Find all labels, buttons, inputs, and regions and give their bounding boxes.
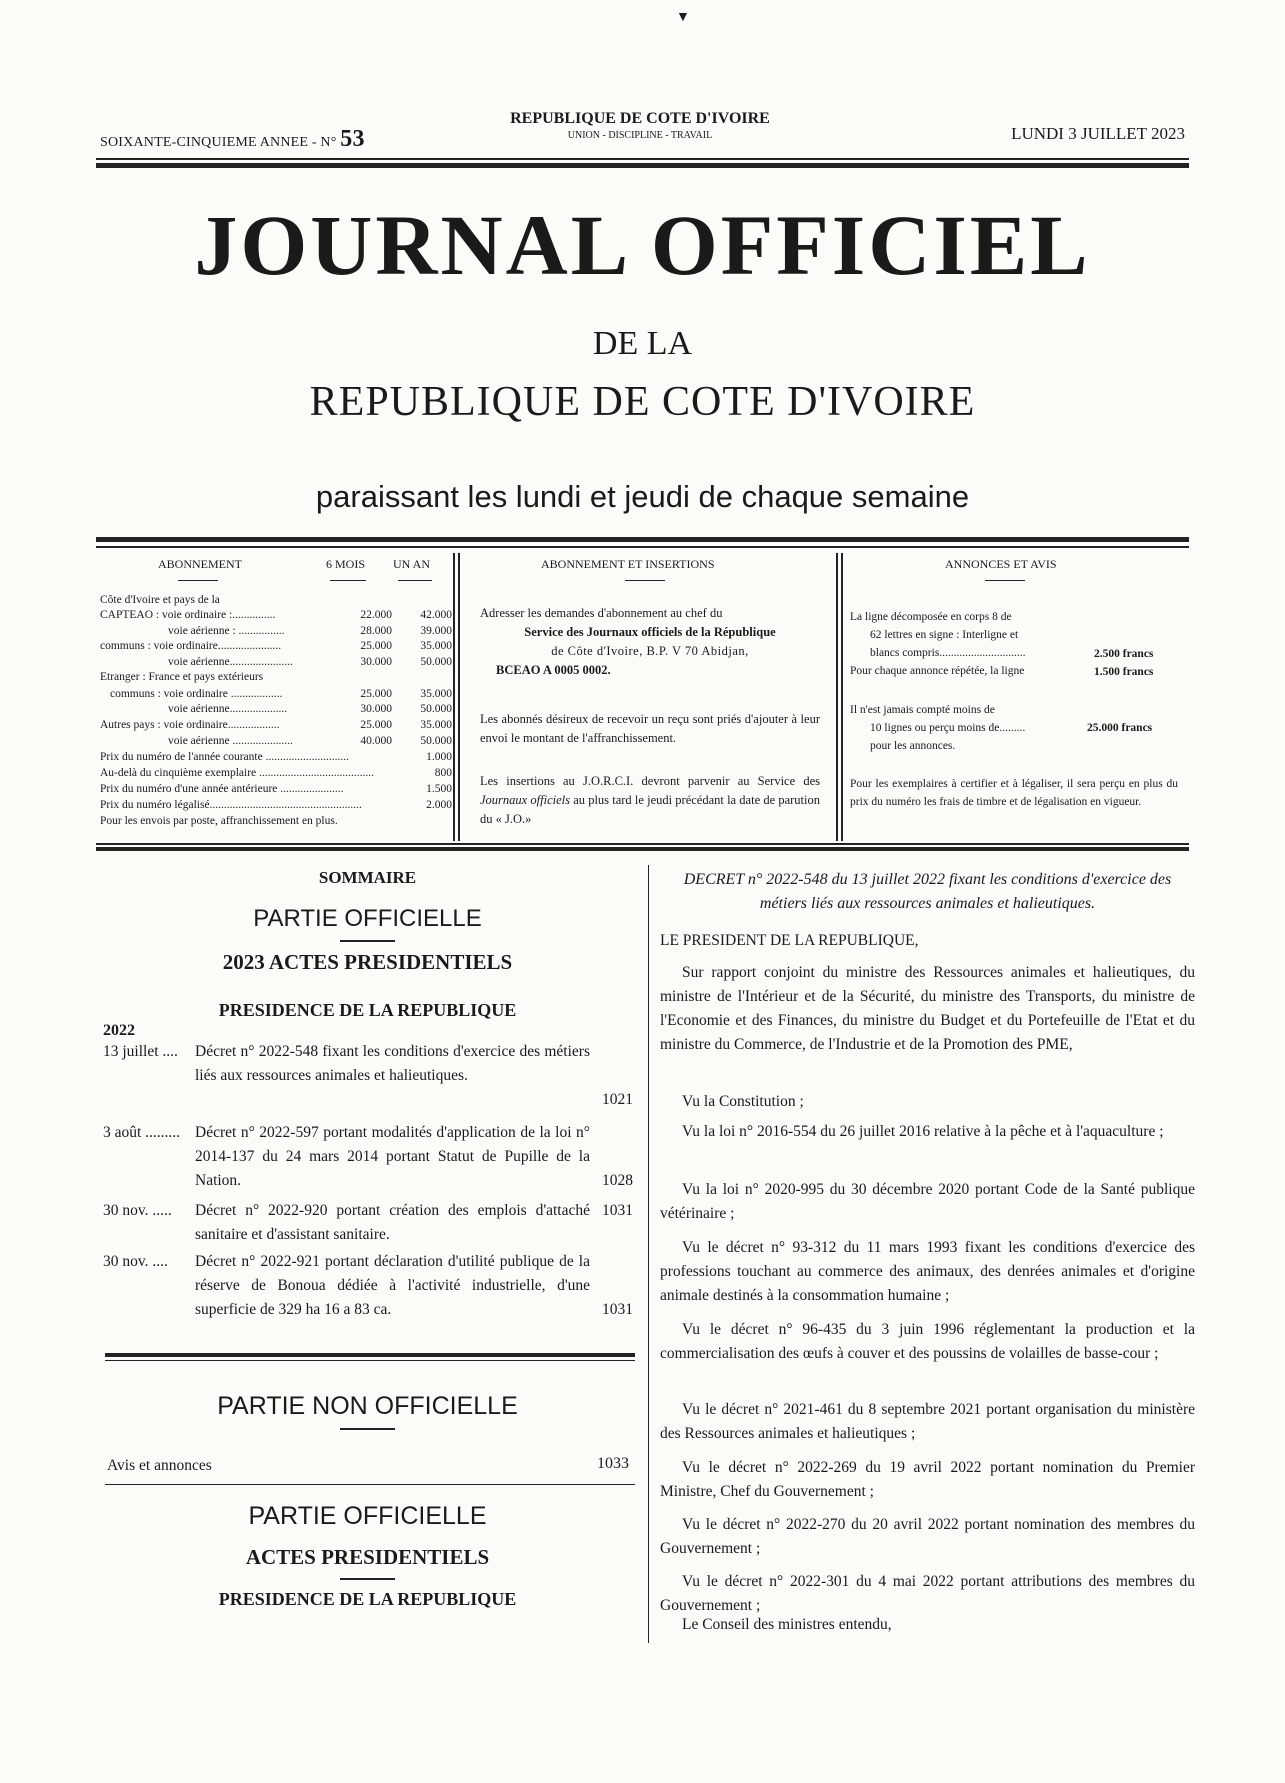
short-rule [340,1428,395,1430]
six-months-heading: 6 MOIS [326,557,366,571]
annonces-line-2: 62 lettres en signe : Interligne et [870,629,1019,641]
avis-annonces-entry: Avis et annonces [107,1457,212,1474]
one-year-price: 50.000 [420,703,452,715]
year-label: SOIXANTE-CINQUIEME ANNEE - N° [100,135,337,150]
subscription-row [100,625,452,641]
one-year-price: 39.000 [420,625,452,637]
subscription-row [100,594,452,610]
one-year-price: 35.000 [420,719,452,731]
annonces-line-1: La ligne décomposée en corps 8 de [850,611,1012,623]
one-year-heading: UN AN [393,557,431,571]
insertions-receipt: Les abonnés désireux de recevoir un reçu sont priés d'ajouter à leur envoi le montant de l'affranchissement. [480,712,820,745]
header-rule-thick [96,163,1189,168]
subscription-label: voie aérienne ..................... [168,735,293,747]
entry-page: 1031 [602,1202,633,1219]
annonces-heading: ANNONCES ET AVIS [945,557,1057,571]
entry-text: Décret n° 2022-597 portant modalités d'application de la loi n° 2014-137 du 24 mars 2014 portant Statut de Pupille de la Nation. [195,1124,590,1189]
presidence-heading: PRESIDENCE DE LA REPUBLIQUE [218,1000,517,1020]
subscription-row [100,783,452,799]
journal-title: JOURNAL OFFICIEL [194,197,1091,293]
sommaire-entry [103,1040,633,1108]
six-months-price: 28.000 [360,625,392,637]
annonces-line-4: Pour chaque annonce répétée, la ligne [850,665,1025,677]
box-rule-top-thin [96,546,1189,548]
decree-paragraph: Vu le décret n° 2021-461 du 8 septembre 2021 portant organisation du ministère des Ressources animales et halieutiques ; [660,1401,1195,1442]
box-rule-bottom-thick [96,847,1189,851]
one-year-price: 35.000 [420,640,452,652]
annonces-line-7: pour les annonces. [870,740,956,752]
decree-paragraph: Vu le décret n° 96-435 du 3 juin 1996 réglementant la production et la commercialisation des œufs à couver et des poussins de volailles de basse-cour ; [660,1321,1195,1362]
subscription-row [100,751,452,767]
entry-page: 1031 [602,1301,633,1318]
subscription-label: Etranger : France et pays extérieurs [100,671,264,683]
underline [985,580,1025,581]
subscription-label: CAPTEAO : voie ordinaire :............... [100,609,276,621]
box-divider-1b [458,553,460,841]
annonces-line-6: 10 lignes ou perçu moins de......... [870,722,1026,734]
box-rule-bottom-thin [96,843,1189,845]
printer-mark: ▼ [676,10,690,25]
underline [398,580,432,581]
decree-paragraph: Vu la Constitution ; [682,1093,804,1110]
six-months-price [374,767,416,783]
one-year-price: 800 [434,767,452,779]
country-name: REPUBLIQUE DE COTE D'IVOIRE [510,110,770,127]
address-line-2: Service des Journaux officiels de la République [524,625,776,639]
annonces-line-8: Pour les exemplaires à certifier et à légaliser, il sera perçu en plus du prix du numéro les frais de timbre et de légalisation en vigueur. [850,778,1178,808]
box-divider-2b [841,553,843,841]
decree-president: LE PRESIDENT DE LA REPUBLIQUE, [660,932,919,949]
annonces-line-3: blancs compris.............................. [870,647,1026,659]
six-months-price [344,783,402,799]
annonces-price-2: 1.500 francs [1094,666,1154,678]
deadline-a: Les insertions au J.O.R.C.I. devront parvenir au Service des [480,774,820,788]
subscription-label: communs : voie ordinaire .................. [110,688,283,700]
subscription-row [100,735,452,751]
annonces-price-1: 2.500 francs [1094,648,1154,660]
one-year-price: 50.000 [420,735,452,747]
short-rule [340,1578,395,1580]
entry-page: 1028 [602,1172,633,1189]
issue-line [100,126,365,153]
subtitle-republic: REPUBLIQUE DE COTE D'IVOIRE [309,379,976,425]
box-divider-1a [453,553,455,841]
entry-date: 30 nov. .... [103,1253,168,1270]
six-months-price: 25.000 [360,640,392,652]
six-months-price: 25.000 [360,719,392,731]
one-year-price [399,815,452,831]
entry-date: 3 août ......... [103,1124,181,1141]
deadline-em: Journaux officiels [480,793,570,807]
decree-paragraph: Vu le décret n° 2022-301 du 4 mai 2022 portant attributions des membres du Gouvernement ; [660,1573,1195,1614]
subscription-heading: ABONNEMENT [158,557,242,571]
sommaire-heading: SOMMAIRE [318,868,417,887]
sommaire-entry [103,1250,633,1322]
entry-page: 1021 [602,1091,633,1108]
partie-non-officielle-heading: PARTIE NON OFFICIELLE [217,1392,518,1420]
avis-rule [105,1484,635,1485]
decree-paragraph: Sur rapport conjoint du ministre des Ressources animales et halieutiques, du ministre de l'Intérieur et de la Sécurité, du ministre des Transports, du ministre de l'Economie et des Finances, du ministre du Budget et du Portefeuille de l'Etat et du ministre du Commerce, de l'Industrie et de la Promotion des PME, [660,964,1195,1053]
underline [330,580,366,581]
subscription-label: voie aérienne...................... [168,656,293,668]
subscription-label: Prix du numéro de l'année courante ............................. [100,751,349,763]
six-months-price: 40.000 [360,735,392,747]
partie-officielle-heading: PARTIE OFFICIELLE [253,905,482,932]
subscription-label: communs : voie ordinaire...................... [100,640,282,652]
one-year-price: 1.500 [426,783,452,795]
partie-officielle-heading-2: PARTIE OFFICIELLE [248,1502,487,1530]
six-months-price: 22.000 [360,609,392,621]
subscription-label: Autres pays : voie ordinaire.................. [100,719,280,731]
subscription-label: Côte d'Ivoire et pays de la [100,594,220,606]
presidence-heading-2: PRESIDENCE DE LA REPUBLIQUE [218,1589,517,1609]
decree-paragraph: Vu le décret n° 2022-270 du 20 avril 2022 portant nomination des membres du Gouvernement ; [660,1516,1195,1557]
subscription-row [100,609,452,625]
address-line-1: Adresser les demandes d'abonnement au chef du [480,606,723,620]
underline [178,580,218,581]
short-rule [340,940,395,942]
box-divider-2a [836,553,838,841]
subscription-label: voie aérienne : ................ [168,625,285,637]
entry-text: Décret n° 2022-921 portant déclaration d'utilité publique de la réserve de Bonoua dédiée à l'activité industrielle, d'une superficie de 329 ha 16 a 83 ca. [195,1253,590,1318]
insertions-deadline [480,772,820,829]
annonces-price-3: 25.000 francs [1087,722,1153,734]
sommaire-rule-thick [105,1353,635,1357]
actes-heading-2: ACTES PRESIDENTIELS [245,1545,490,1569]
one-year-price: 1.000 [426,751,452,763]
motto: UNION - DISCIPLINE - TRAVAIL [567,130,713,141]
decree-paragraph: Vu la loi n° 2020-995 du 30 décembre 2020 portant Code de la Santé publique vétérinaire ; [660,1181,1195,1222]
one-year-price [392,671,452,687]
subscription-label: Prix du numéro légalisé..................................................... [100,799,362,811]
address-line-3: de Côte d'Ivoire, B.P. V 70 Abidjan, [551,644,749,658]
box-rule-top-thick [96,537,1189,542]
one-year-price: 35.000 [420,688,452,700]
decree-paragraph: Vu le décret n° 93-312 du 11 mars 1993 fixant les conditions d'exercice des professions touchant au commerce des animaux, des denrées animales et d'origine animale destinés à la consommation humaine ; [660,1239,1195,1304]
subscription-row [100,815,452,831]
subscription-row [100,799,452,815]
insertions-address [480,604,820,680]
decree-title: DECRET n° 2022-548 du 13 juillet 2022 fixant les conditions d'exercice des métiers liés aux ressources animales et halieutiques. [683,871,1172,912]
publication-frequency: paraissant les lundi et jeudi de chaque semaine [315,479,970,514]
subscription-row [100,703,452,719]
six-months-price [349,751,404,767]
sommaire-entry [103,1199,633,1247]
subscription-row [100,640,452,656]
entry-date: 13 juillet .... [103,1043,178,1060]
six-months-price: 25.000 [360,688,392,700]
decree-paragraph: Vu le décret n° 2022-269 du 19 avril 2022 portant nomination du Premier Ministre, Chef du Gouvernement ; [660,1459,1195,1500]
subscription-label: Au-delà du cinquième exemplaire ........................................ [100,767,375,779]
one-year-price [392,594,452,610]
six-months-price: 30.000 [360,656,392,668]
actes-heading: 2023 ACTES PRESIDENTIELS [222,950,513,974]
country-block [430,110,850,141]
six-months-price [338,815,400,831]
issue-number: 53 [340,126,365,152]
six-months-price [322,671,392,687]
subscription-row [100,688,452,704]
year-2022: 2022 [103,1022,135,1039]
address-line-4: BCEAO A 0005 0002. [496,663,611,677]
six-months-price [362,799,411,815]
column-divider [648,865,649,1643]
subscription-row [100,767,452,783]
deadline-b: au plus tard le jeudi précédant la date de parution du « J.O.» [480,793,820,826]
subscription-row [100,719,452,735]
subscription-label: Prix du numéro d'une année antérieure ...................... [100,783,344,795]
subtitle-de-la: DE LA [592,325,693,362]
subscription-label: Pour les envois par poste, affranchissement en plus. [100,815,338,827]
six-months-price [322,594,392,610]
issue-date: LUNDI 3 JUILLET 2023 [1011,124,1185,143]
decree-paragraph: Le Conseil des ministres entendu, [682,1616,892,1633]
sommaire-entry [103,1121,633,1193]
one-year-price: 42.000 [420,609,452,621]
subscription-label: voie aérienne.................... [168,703,288,715]
sommaire-rule-thin [105,1360,635,1361]
insertions-heading: ABONNEMENT ET INSERTIONS [541,557,715,571]
avis-annonces-page: 1033 [597,1455,629,1472]
entry-text: Décret n° 2022-920 portant création des emplois d'attaché sanitaire et d'assistant sanitaire. [195,1202,590,1243]
one-year-price: 50.000 [420,656,452,668]
subscription-row [100,671,452,687]
entry-text: Décret n° 2022-548 fixant les conditions d'exercice des métiers liés aux ressources animales et halieutiques. [195,1043,590,1084]
decree-paragraph: Vu la loi n° 2016-554 du 26 juillet 2016 relative à la pêche et à l'aquaculture ; [682,1123,1164,1140]
subscription-row [100,656,452,672]
six-months-price: 30.000 [360,703,392,715]
entry-date: 30 nov. ..... [103,1202,172,1219]
one-year-price: 2.000 [426,799,452,811]
annonces-line-5: Il n'est jamais compté moins de [850,704,995,716]
underline [625,580,665,581]
header-rule-thin [96,158,1189,160]
